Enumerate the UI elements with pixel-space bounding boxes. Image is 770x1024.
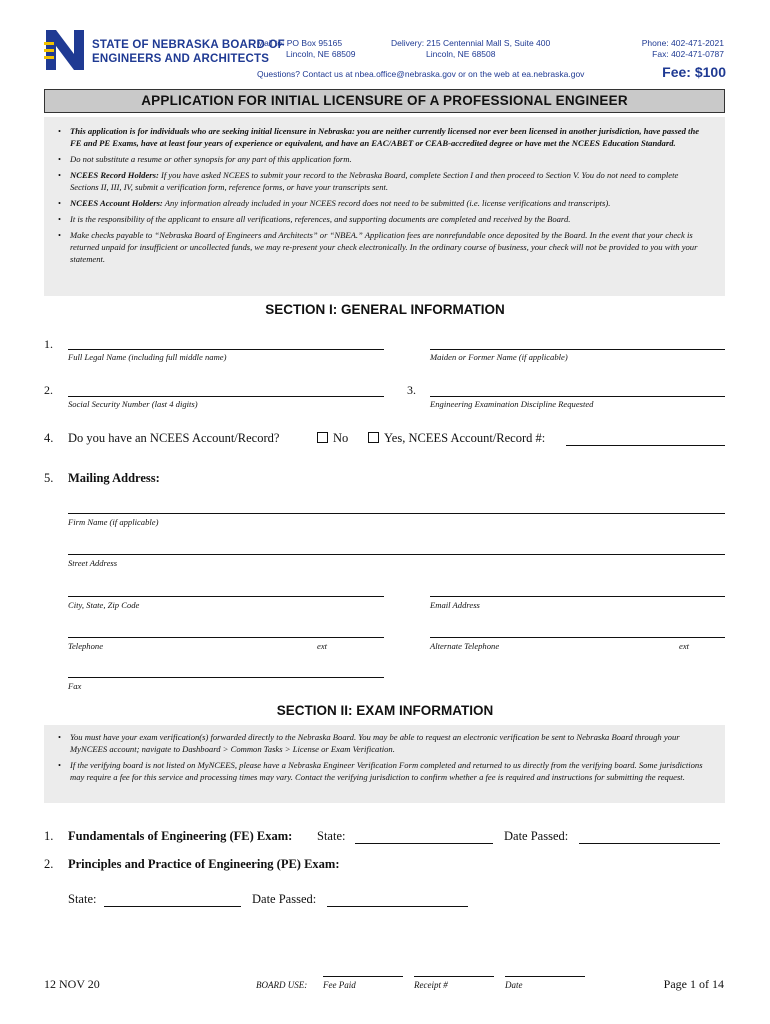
email-field[interactable] bbox=[430, 596, 725, 597]
receipt-field[interactable] bbox=[414, 976, 494, 977]
ncees-no-option[interactable]: No bbox=[317, 431, 348, 446]
pe-exam-label: Principles and Practice of Engineering (PE) Exam: bbox=[68, 857, 340, 871]
fe-date-passed-field[interactable] bbox=[579, 843, 720, 844]
fee-paid-field[interactable] bbox=[323, 976, 403, 977]
nebraska-board-logo-icon bbox=[44, 28, 86, 72]
alternate-ext-label: ext bbox=[679, 641, 690, 651]
item-number: 4. bbox=[44, 431, 54, 445]
intro-bullet: • Make checks payable to “Nebraska Board of Engineers and Architects” or “NBEA.” Application fees are nonrefundable once deposited by the Board. In the event that your check is returned unpaid for insufficient or uncollected funds, we may re-present your check electronically. In the ordinary course of business, your check will not be provided to you with your statement. bbox=[70, 229, 707, 266]
firm-name-field[interactable] bbox=[68, 513, 725, 514]
item-number: 1. bbox=[44, 337, 53, 351]
mailing-address-heading: Mailing Address: bbox=[68, 471, 160, 485]
maiden-name-field[interactable] bbox=[430, 349, 725, 350]
section-2-title: SECTION II: EXAM INFORMATION bbox=[276, 703, 494, 718]
page-title: APPLICATION FOR INITIAL LICENSURE OF A PROFESSIONAL ENGINEER bbox=[44, 89, 725, 113]
date-label: Date bbox=[505, 980, 523, 990]
fe-date-passed-label: Date Passed: bbox=[504, 829, 569, 843]
ncees-yes-option[interactable]: Yes, NCEES Account/Record #: bbox=[368, 431, 545, 446]
city-state-zip-field[interactable] bbox=[68, 596, 384, 597]
fe-state-label: State: bbox=[317, 829, 346, 843]
telephone-ext-label: ext bbox=[317, 641, 328, 651]
firm-name-label: Firm Name (if applicable) bbox=[68, 517, 159, 527]
alternate-telephone-field[interactable] bbox=[430, 637, 725, 638]
fee-paid-label: Fee Paid bbox=[323, 980, 356, 990]
street-address-label: Street Address bbox=[68, 558, 118, 568]
fe-exam-label: Fundamentals of Engineering (FE) Exam: bbox=[68, 829, 293, 843]
yes-checkbox[interactable] bbox=[368, 432, 379, 443]
section-1-title: SECTION I: GENERAL INFORMATION bbox=[265, 302, 505, 317]
ssn-label: Social Security Number (last 4 digits) bbox=[68, 399, 198, 409]
intro-bullet: • It is the responsibility of the applicant to ensure all verifications, references, and supporting documents are completed and received by the Board. bbox=[70, 213, 707, 225]
mail-to-address: Mail to: PO Box 95165 Lincoln, NE 68509 bbox=[257, 38, 356, 59]
pe-state-label: State: bbox=[68, 892, 97, 906]
intro-bullet: • Do not substitute a resume or other synopsis for any part of this application form. bbox=[70, 153, 707, 165]
no-checkbox[interactable] bbox=[317, 432, 328, 443]
discipline-field[interactable] bbox=[430, 396, 725, 397]
full-legal-name-label: Full Legal Name (including full middle name) bbox=[68, 352, 227, 362]
questions-contact: Questions? Contact us at nbea.office@nebraska.gov or on the web at ea.nebraska.gov bbox=[257, 69, 585, 79]
intro-bullet: • This application is for individuals who are seeking initial licensure in Nebraska: you are neither currently licensed nor ever been licensed in another jurisdiction, have passed the FE and PE Exams, have at least four years of experience or equivalent, and have an EAC/ABET or CEAB-accredited degree or have met the NCEES Education Standard. bbox=[70, 125, 707, 150]
pe-date-passed-label: Date Passed: bbox=[252, 892, 317, 906]
receipt-label: Receipt # bbox=[414, 980, 448, 990]
telephone-label: Telephone bbox=[68, 641, 104, 651]
item-number: 1. bbox=[44, 829, 54, 843]
ncees-record-number-field[interactable] bbox=[566, 445, 725, 446]
application-fee: Fee: $100 bbox=[662, 64, 726, 80]
pe-state-field[interactable] bbox=[104, 906, 241, 907]
alternate-telephone-label: Alternate Telephone bbox=[430, 641, 500, 651]
ncees-question: Do you have an NCEES Account/Record? bbox=[68, 431, 280, 445]
discipline-label: Engineering Examination Discipline Requested bbox=[430, 399, 594, 409]
date-field[interactable] bbox=[505, 976, 585, 977]
intro-instructions bbox=[44, 117, 725, 296]
maiden-name-label: Maiden or Former Name (if applicable) bbox=[430, 352, 568, 362]
pe-date-passed-field[interactable] bbox=[327, 906, 468, 907]
board-use-label: BOARD USE: bbox=[256, 980, 308, 990]
exam-bullet: • If the verifying board is not listed on MyNCEES, please have a Nebraska Engineer Verification Form completed and returned to us directly from the verifying board. Some jurisdictions may require a fee for this service and processing times may vary. Contact the verifying jurisdiction to confirm whether a fee is required and instructions for submitting the request. bbox=[70, 759, 707, 784]
city-state-zip-label: City, State, Zip Code bbox=[68, 600, 140, 610]
phone-fax: Phone: 402-471-2021 Fax: 402-471-0787 bbox=[641, 38, 724, 59]
exam-instructions bbox=[44, 725, 725, 803]
intro-bullet: • NCEES Account Holders: Any information already included in your NCEES record does not need to be submitted (i.e. license verifications and transcripts). bbox=[70, 197, 707, 209]
exam-bullet: • You must have your exam verification(s) forwarded directly to the Nebraska Board. You may be able to request an electronic verification be sent to Nebraska Board through your MyNCEES account; navigate to Dashboard > Common Tasks > License or Exam Verification. bbox=[70, 731, 707, 756]
item-number: 5. bbox=[44, 471, 54, 485]
fax-label: Fax bbox=[68, 681, 82, 691]
street-address-field[interactable] bbox=[68, 554, 725, 555]
intro-bullet: • NCEES Record Holders: If you have asked NCEES to submit your record to the Nebraska Board, complete Section I and then proceed to Section V. You do not need to complete Sections II, III, IV, submit a verification form, reference forms, or have your transcripts sent. bbox=[70, 169, 707, 194]
telephone-field[interactable] bbox=[68, 637, 384, 638]
delivery-address: Delivery: 215 Centennial Mall S, Suite 400 Lincoln, NE 68508 bbox=[391, 38, 551, 59]
form-date: 12 NOV 20 bbox=[44, 977, 100, 991]
full-legal-name-field[interactable] bbox=[68, 349, 384, 350]
fe-state-field[interactable] bbox=[355, 843, 493, 844]
item-number: 3. bbox=[407, 383, 416, 397]
item-number: 2. bbox=[44, 383, 53, 397]
page-number: Page 1 of 14 bbox=[663, 977, 724, 991]
fax-field[interactable] bbox=[68, 677, 384, 678]
ssn-field[interactable] bbox=[68, 396, 384, 397]
item-number: 2. bbox=[44, 857, 54, 871]
org-name: STATE OF NEBRASKA BOARD OF ENGINEERS AND ARCHITECTS bbox=[92, 39, 285, 65]
email-label: Email Address bbox=[430, 600, 480, 610]
